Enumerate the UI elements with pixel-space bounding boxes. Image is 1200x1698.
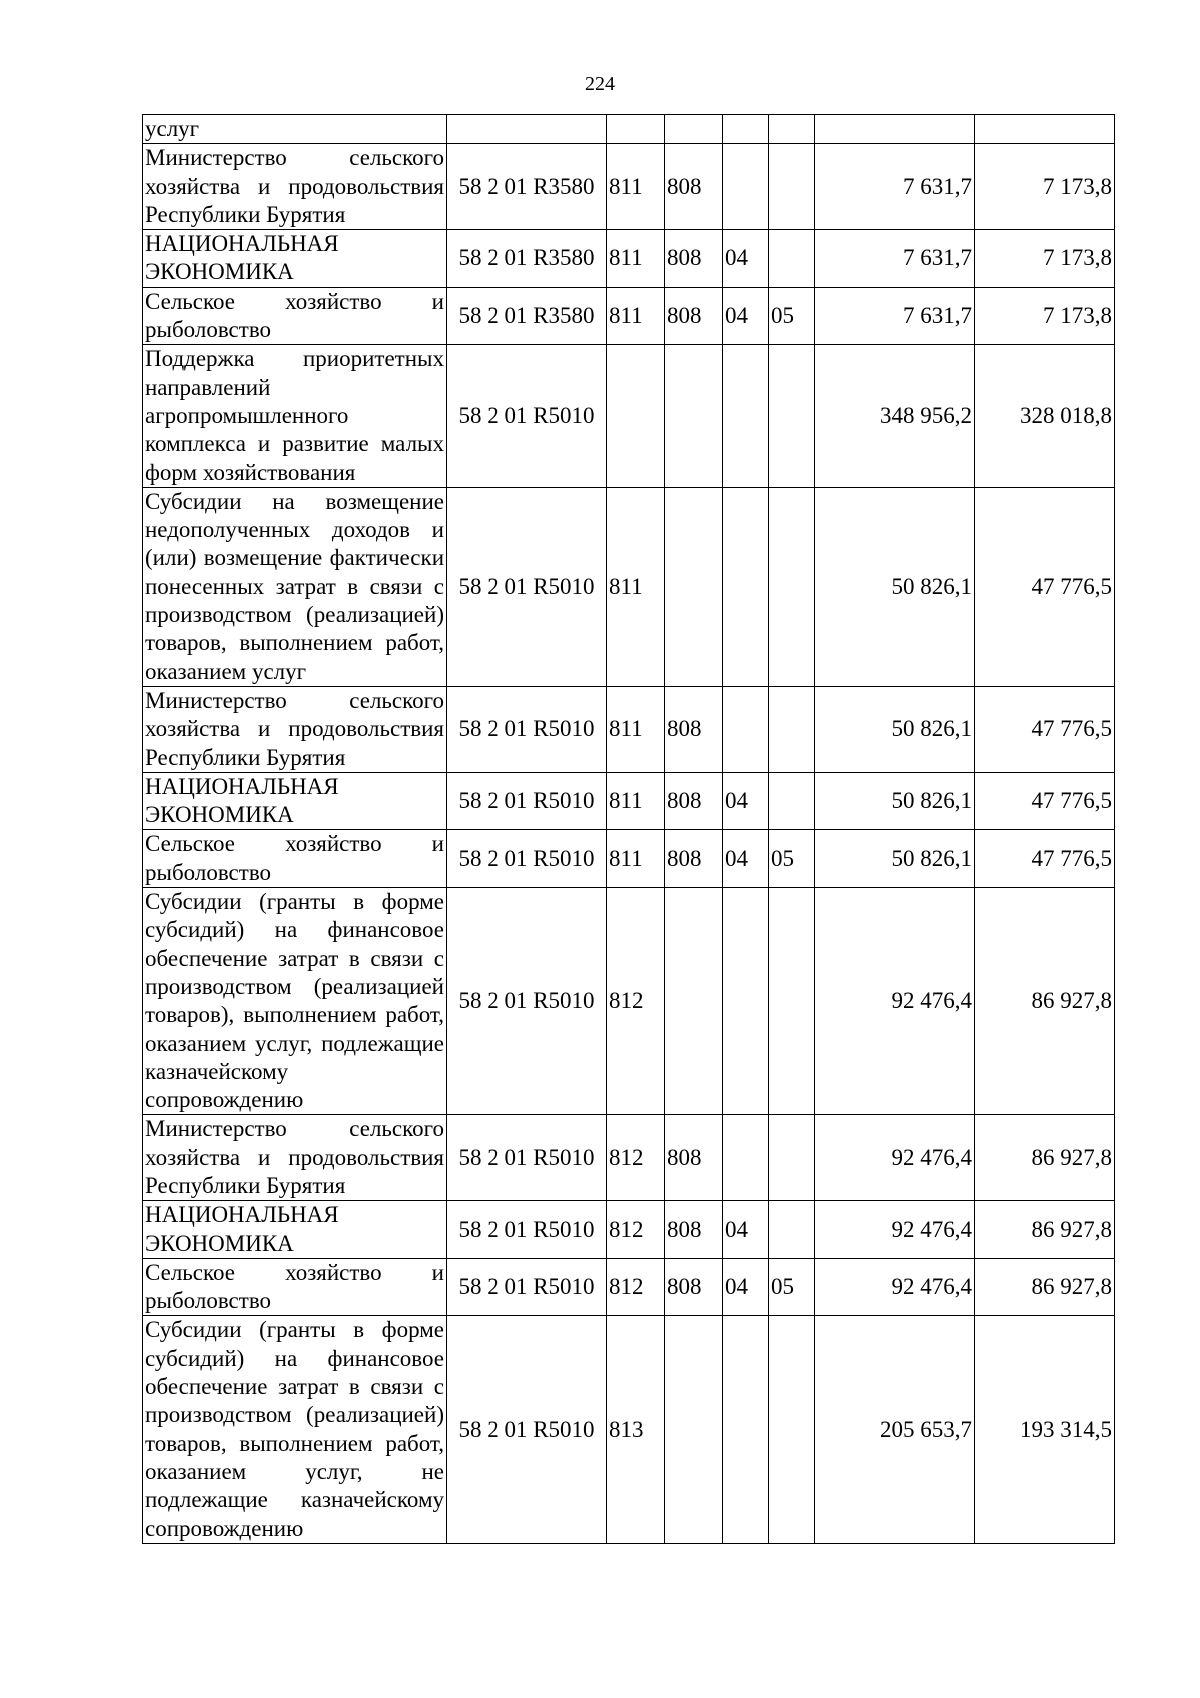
expense-type-cell: 811 [607, 230, 665, 288]
ministry-code-cell: 808 [665, 287, 723, 345]
table-row [143, 345, 1115, 487]
subsection-cell [769, 1201, 815, 1259]
amount-year2-cell: 328 018,8 [975, 345, 1115, 487]
target-code-cell: 58 2 01 R5010 [447, 772, 607, 830]
table-row [143, 1115, 1115, 1201]
ministry-code-cell [665, 115, 723, 144]
section-cell: 04 [723, 772, 769, 830]
subsection-cell [769, 115, 815, 144]
name-cell: НАЦИОНАЛЬНАЯ ЭКОНОМИКА [143, 1201, 447, 1259]
ministry-code-cell [665, 888, 723, 1115]
name-cell: Сельское хозяйство и рыболовство [143, 287, 447, 345]
amount-year2-cell: 7 173,8 [975, 287, 1115, 345]
amount-year2-cell: 47 776,5 [975, 772, 1115, 830]
target-code-cell: 58 2 01 R5010 [447, 686, 607, 772]
target-code-cell: 58 2 01 R5010 [447, 1258, 607, 1316]
amount-year1-cell: 92 476,4 [815, 1115, 975, 1201]
ministry-code-cell: 808 [665, 830, 723, 888]
table-row [143, 115, 1115, 144]
ministry-code-cell [665, 487, 723, 686]
amount-year2-cell: 86 927,8 [975, 1115, 1115, 1201]
amount-year2-cell: 47 776,5 [975, 830, 1115, 888]
target-code-cell: 58 2 01 R5010 [447, 830, 607, 888]
ministry-code-cell: 808 [665, 686, 723, 772]
amount-year1-cell: 92 476,4 [815, 1258, 975, 1316]
name-cell: Министерство сельского хозяйства и продовольствия Республики Бурятия [143, 686, 447, 772]
amount-year1-cell: 348 956,2 [815, 345, 975, 487]
subsection-cell [769, 888, 815, 1115]
table-row [143, 287, 1115, 345]
page-number: 224 [585, 73, 615, 95]
ministry-code-cell: 808 [665, 772, 723, 830]
target-code-cell: 58 2 01 R5010 [447, 487, 607, 686]
ministry-code-cell: 808 [665, 230, 723, 288]
name-cell: Субсидии (гранты в форме субсидий) на финансовое обеспечение затрат в связи с производством (реализацией) товаров, выполнением работ, оказанием услуг, не подлежащие казначейскому сопровождению [143, 1316, 447, 1543]
name-cell: Субсидии (гранты в форме субсидий) на финансовое обеспечение затрат в связи с производством (реализацией товаров), выполнением работ, оказанием услуг, подлежащие казначейскому сопровождению [143, 888, 447, 1115]
target-code-cell: 58 2 01 R5010 [447, 345, 607, 487]
ministry-code-cell [665, 345, 723, 487]
subsection-cell [769, 772, 815, 830]
name-cell: НАЦИОНАЛЬНАЯ ЭКОНОМИКА [143, 772, 447, 830]
table-row [143, 1316, 1115, 1543]
name-cell: Министерство сельского хозяйства и продовольствия Республики Бурятия [143, 144, 447, 230]
section-cell [723, 487, 769, 686]
amount-year2-cell: 193 314,5 [975, 1316, 1115, 1543]
name-cell: Сельское хозяйство и рыболовство [143, 1258, 447, 1316]
section-cell [723, 686, 769, 772]
expense-type-cell: 811 [607, 772, 665, 830]
amount-year1-cell: 92 476,4 [815, 1201, 975, 1259]
section-cell: 04 [723, 1258, 769, 1316]
ministry-code-cell [665, 1316, 723, 1543]
expense-type-cell [607, 115, 665, 144]
target-code-cell: 58 2 01 R5010 [447, 1316, 607, 1543]
target-code-cell: 58 2 01 R3580 [447, 287, 607, 345]
target-code-cell: 58 2 01 R3580 [447, 230, 607, 288]
expense-type-cell: 812 [607, 1115, 665, 1201]
amount-year2-cell: 86 927,8 [975, 1201, 1115, 1259]
target-code-cell: 58 2 01 R5010 [447, 1115, 607, 1201]
section-cell [723, 144, 769, 230]
amount-year2-cell: 7 173,8 [975, 230, 1115, 288]
expense-type-cell [607, 345, 665, 487]
ministry-code-cell: 808 [665, 144, 723, 230]
amount-year1-cell: 7 631,7 [815, 230, 975, 288]
expense-type-cell: 812 [607, 1201, 665, 1259]
subsection-cell: 05 [769, 830, 815, 888]
section-cell [723, 1115, 769, 1201]
subsection-cell [769, 1316, 815, 1543]
target-code-cell [447, 115, 607, 144]
subsection-cell [769, 345, 815, 487]
amount-year2-cell [975, 115, 1115, 144]
section-cell: 04 [723, 1201, 769, 1259]
expense-type-cell: 811 [607, 686, 665, 772]
amount-year1-cell: 7 631,7 [815, 144, 975, 230]
amount-year1-cell: 92 476,4 [815, 888, 975, 1115]
amount-year1-cell: 50 826,1 [815, 487, 975, 686]
amount-year2-cell: 47 776,5 [975, 686, 1115, 772]
amount-year2-cell: 47 776,5 [975, 487, 1115, 686]
subsection-cell: 05 [769, 287, 815, 345]
amount-year1-cell: 7 631,7 [815, 287, 975, 345]
name-cell: Субсидии на возмещение недополученных доходов и (или) возмещение фактически понесенных затрат в связи с производством (реализацией) товаров, выполнением работ, оказанием услуг [143, 487, 447, 686]
table-row [143, 686, 1115, 772]
target-code-cell: 58 2 01 R5010 [447, 888, 607, 1115]
subsection-cell [769, 144, 815, 230]
table-row [143, 772, 1115, 830]
name-cell: Министерство сельского хозяйства и продовольствия Республики Бурятия [143, 1115, 447, 1201]
amount-year2-cell: 7 173,8 [975, 144, 1115, 230]
subsection-cell [769, 686, 815, 772]
amount-year1-cell [815, 115, 975, 144]
section-cell [723, 345, 769, 487]
table-row [143, 1258, 1115, 1316]
subsection-cell [769, 487, 815, 686]
amount-year1-cell: 50 826,1 [815, 686, 975, 772]
expense-type-cell: 812 [607, 1258, 665, 1316]
subsection-cell: 05 [769, 1258, 815, 1316]
table-row [143, 830, 1115, 888]
table-row [143, 144, 1115, 230]
section-cell: 04 [723, 230, 769, 288]
name-cell: Сельское хозяйство и рыболовство [143, 830, 447, 888]
section-cell: 04 [723, 287, 769, 345]
amount-year2-cell: 86 927,8 [975, 888, 1115, 1115]
name-cell: услуг [143, 115, 447, 144]
expense-type-cell: 811 [607, 830, 665, 888]
ministry-code-cell: 808 [665, 1115, 723, 1201]
table-row [143, 1201, 1115, 1259]
target-code-cell: 58 2 01 R5010 [447, 1201, 607, 1259]
section-cell: 04 [723, 830, 769, 888]
subsection-cell [769, 230, 815, 288]
budget-table [142, 114, 1115, 1544]
section-cell [723, 1316, 769, 1543]
expense-type-cell: 812 [607, 888, 665, 1115]
subsection-cell [769, 1115, 815, 1201]
amount-year1-cell: 50 826,1 [815, 772, 975, 830]
expense-type-cell: 811 [607, 144, 665, 230]
section-cell [723, 115, 769, 144]
table-row [143, 487, 1115, 686]
target-code-cell: 58 2 01 R3580 [447, 144, 607, 230]
amount-year1-cell: 205 653,7 [815, 1316, 975, 1543]
name-cell: Поддержка приоритетных направлений агропромышленного комплекса и развитие малых форм хозяйствования [143, 345, 447, 487]
name-cell: НАЦИОНАЛЬНАЯ ЭКОНОМИКА [143, 230, 447, 288]
ministry-code-cell: 808 [665, 1201, 723, 1259]
expense-type-cell: 813 [607, 1316, 665, 1543]
section-cell [723, 888, 769, 1115]
table-row [143, 888, 1115, 1115]
table-row [143, 230, 1115, 288]
expense-type-cell: 811 [607, 487, 665, 686]
amount-year2-cell: 86 927,8 [975, 1258, 1115, 1316]
amount-year1-cell: 50 826,1 [815, 830, 975, 888]
ministry-code-cell: 808 [665, 1258, 723, 1316]
expense-type-cell: 811 [607, 287, 665, 345]
